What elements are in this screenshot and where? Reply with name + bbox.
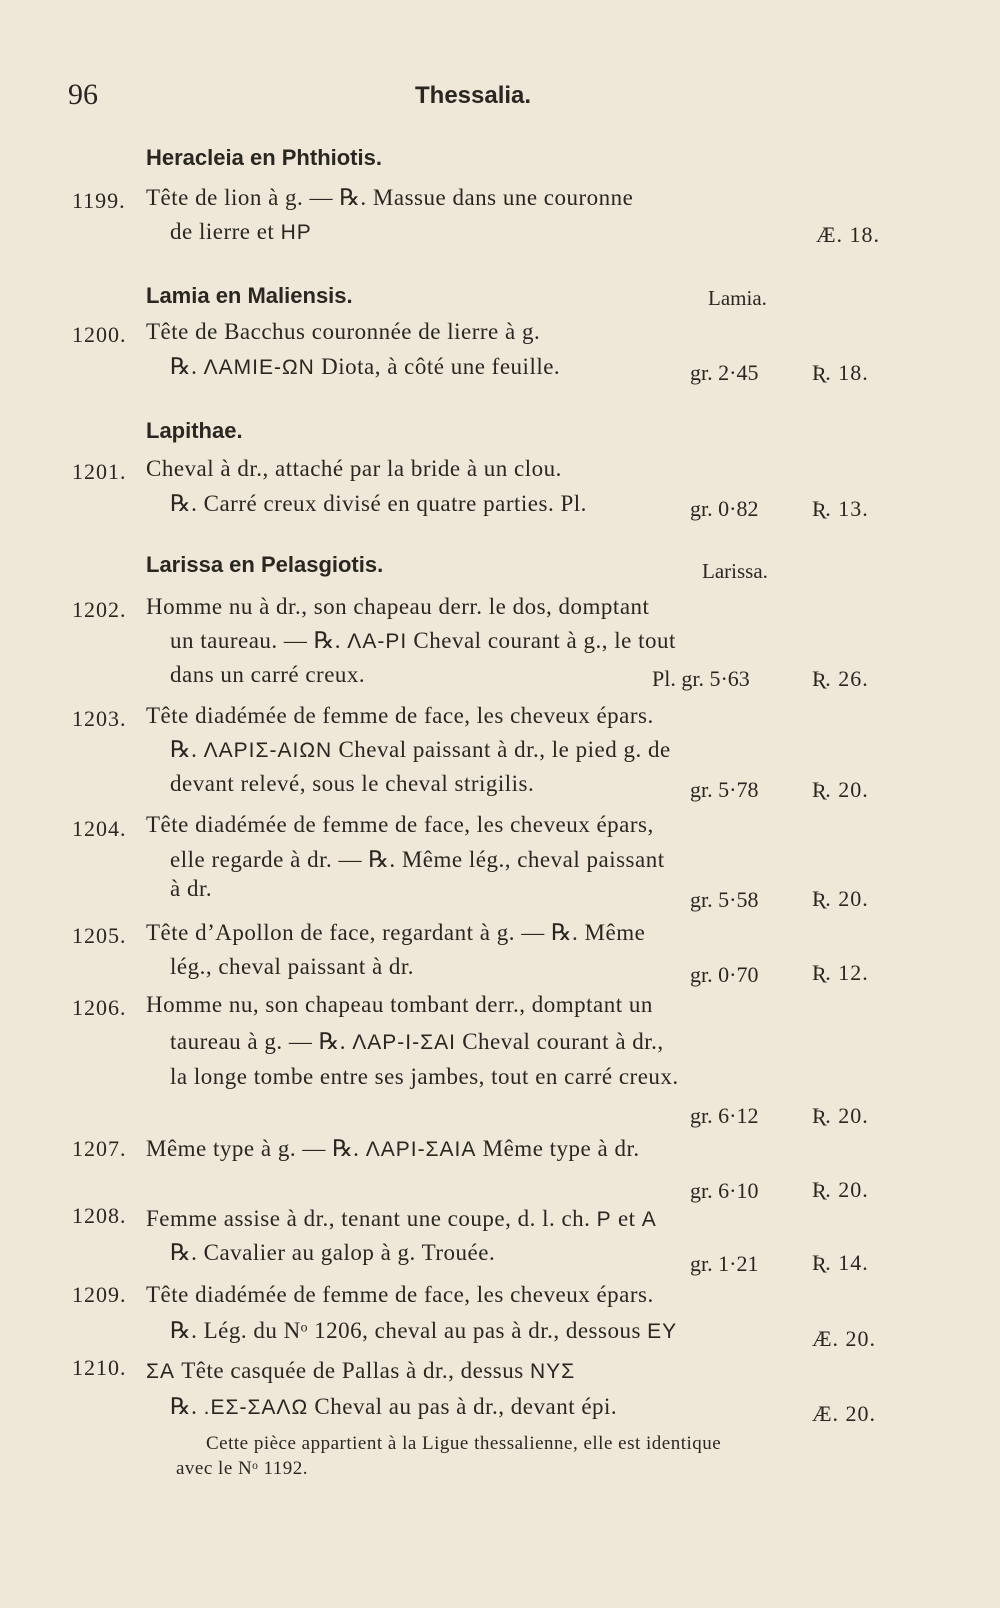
entry-line: dans un carré creux. [170, 662, 366, 687]
entry-number: 1210. [72, 1355, 127, 1380]
greek-letter: Ρ [596, 1208, 612, 1231]
metal-size: Ʀ. 18. [812, 360, 869, 385]
entry-number: 1205. [72, 923, 127, 948]
footnote-line: Cette pièce appartient à la Ligue thessalienne, elle est identique [206, 1433, 722, 1454]
metal-size: Ʀ. 12. [812, 960, 869, 985]
entry-number: 1207. [72, 1136, 127, 1161]
greek-legend: ΝΥΣ [529, 1360, 576, 1383]
entry-line: Tête de Bacchus couronnée de lierre à g. [146, 319, 541, 344]
entry-number: 1202. [72, 597, 127, 622]
metal-size: Ʀ. 20. [812, 1177, 869, 1202]
entry-number: 1200. [72, 322, 127, 347]
entry-line: Homme nu, son chapeau tombant derr., domptant un [146, 992, 653, 1017]
metal-size: Ʀ. 20. [812, 886, 869, 911]
greek-legend: ΛΑΡ-Ι-ΣΑΙ [352, 1031, 456, 1054]
greek-legend: HP [280, 221, 312, 244]
entry-line: Même type à g. — ℞. ΛΑΡΙ-ΣΑΙΑ Même type à dr. [146, 1136, 640, 1161]
city-name: Lamia. [708, 286, 767, 310]
entry-line: ℞. Carré creux divisé en quatre parties. Pl. [170, 491, 587, 516]
entry-line: à dr. [170, 876, 213, 901]
weight: gr. 5·78 [690, 777, 759, 802]
footnote-line: avec le Nᵒ 1192. [176, 1458, 309, 1479]
metal-size: Ʀ. 26. [812, 666, 869, 691]
greek-letter: Α [641, 1208, 657, 1231]
page-title: Thessalia. [415, 82, 532, 109]
entry-line: Tête diadémée de femme de face, les cheveux épars. [146, 1282, 654, 1307]
entry-line: ℞. ΛΑΜΙΕ-ΩΝ Diota, à côté une feuille. [170, 354, 561, 379]
section-title: Larissa en Pelasgiotis. [146, 552, 384, 577]
metal-size: Ʀ. 13. [812, 496, 869, 521]
entry-number: 1209. [72, 1282, 127, 1307]
metal-size: Ʀ. 20. [812, 1103, 869, 1128]
entry-line: elle regarde à dr. — ℞. Même lég., cheval paissant [170, 847, 665, 872]
entry-number: 1204. [72, 816, 127, 841]
city-name: Larissa. [702, 559, 768, 583]
weight: gr. 6·12 [690, 1103, 759, 1128]
weight: gr. 6·10 [690, 1178, 759, 1203]
weight: gr. 2·45 [690, 360, 759, 385]
entry-line: de lierre et HP [170, 219, 312, 244]
weight: gr. 1·21 [690, 1251, 759, 1276]
entry-line: Tête diadémée de femme de face, les cheveux épars. [146, 703, 654, 728]
page-number: 96 [68, 78, 98, 111]
entry-number: 1199. [72, 188, 126, 213]
metal-size: Æ. 20. [812, 1401, 877, 1426]
greek-legend: ΕΥ [647, 1320, 678, 1343]
greek-legend: ΛΑΜΙΕ-ΩΝ [203, 356, 315, 379]
greek-legend: ΛΑ-ΡΙ [347, 630, 408, 653]
section-title: Heracleia en Phthiotis. [146, 145, 382, 170]
entry-line: Femme assise à dr., tenant une coupe, d. l. ch. Ρ et Α [146, 1206, 657, 1231]
entry-line: Tête d’Apollon de face, regardant à g. — ℞. Même [146, 920, 646, 945]
entry-line: ℞. ΛΑΡΙΣ-ΑΙΩΝ Cheval paissant à dr., le pied g. de [170, 737, 671, 762]
entry-line: devant relevé, sous le cheval strigilis. [170, 771, 535, 796]
entry-number: 1203. [72, 706, 127, 731]
greek-legend: .ΕΣ-ΣΑΛΩ [203, 1396, 309, 1419]
entry-line: Cheval à dr., attaché par la bride à un clou. [146, 456, 562, 481]
entry-line: un taureau. — ℞. ΛΑ-ΡΙ Cheval courant à g., le tout [170, 628, 676, 653]
entry-line: Tête diadémée de femme de face, les cheveux épars, [146, 812, 654, 837]
entry-line: ℞. Cavalier au galop à g. Trouée. [170, 1240, 496, 1265]
greek-legend: ΛΑΡΙΣ-ΑΙΩΝ [203, 739, 333, 762]
entry-line: Homme nu à dr., son chapeau derr. le dos, domptant [146, 594, 650, 619]
metal-size: Ʀ. 20. [812, 777, 869, 802]
entry-number: 1208. [72, 1203, 127, 1228]
entry-line: Tête de lion à g. — ℞. Massue dans une couronne [146, 185, 634, 210]
section-title: Lapithae. [146, 418, 243, 443]
entry-line: ℞. .ΕΣ-ΣΑΛΩ Cheval au pas à dr., devant épi. [170, 1394, 618, 1419]
entry-line: taureau à g. — ℞. ΛΑΡ-Ι-ΣΑΙ Cheval courant à dr., [170, 1029, 664, 1054]
metal-size: Ʀ. 14. [812, 1250, 869, 1275]
entry-number: 1206. [72, 995, 127, 1020]
weight: gr. 0·82 [690, 496, 759, 521]
entry-number: 1201. [72, 459, 127, 484]
metal-size: Æ. 20. [812, 1326, 877, 1351]
entry-line: ℞. Lég. du Nᵒ 1206, cheval au pas à dr., dessous ΕΥ [170, 1318, 678, 1343]
entry-line: ΣΑ Tête casquée de Pallas à dr., dessus ΝΥΣ [146, 1358, 576, 1383]
section-title: Lamia en Maliensis. [146, 283, 353, 308]
entry-line: lég., cheval paissant à dr. [170, 954, 415, 979]
greek-legend: ΛΑΡΙ-ΣΑΙΑ [365, 1138, 477, 1161]
weight: Pl. gr. 5·63 [652, 666, 750, 691]
entry-line: la longe tombe entre ses jambes, tout en carré creux. [170, 1064, 679, 1089]
weight: gr. 5·58 [690, 887, 759, 912]
greek-legend: ΣΑ [146, 1360, 175, 1383]
weight: gr. 0·70 [690, 962, 759, 987]
metal-size: Æ. 18. [816, 222, 881, 247]
